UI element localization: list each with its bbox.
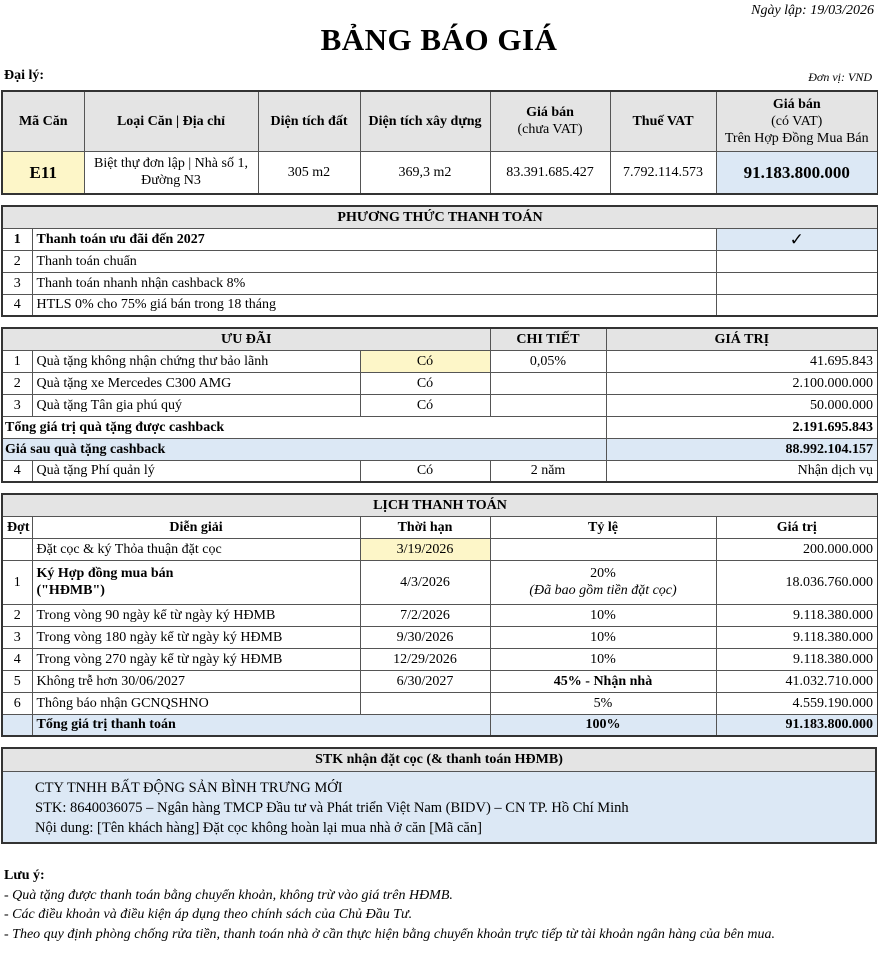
cashback-total-value: 2.191.695.843 (606, 416, 878, 438)
installment-rate-note: (Đã bao gồm tiền đặt cọc) (529, 583, 677, 598)
installment-amount: 9.118.380.000 (716, 648, 878, 670)
incentive-option[interactable]: Có (360, 460, 490, 482)
vat-amount: 7.792.114.573 (610, 151, 716, 194)
incentive-name: Quà tặng Phí quản lý (32, 460, 360, 482)
col-total-sub: (có VAT) (771, 113, 823, 129)
unit-code: E11 (2, 151, 84, 194)
incentive-detail: 2 năm (490, 460, 606, 482)
incentive-no: 4 (2, 460, 32, 482)
method-no: 2 (2, 250, 32, 272)
price-after-cashback-label: Giá sau quà tặng cashback (2, 438, 606, 460)
incentive-value: 2.100.000.000 (606, 372, 878, 394)
incentive-no: 3 (2, 394, 32, 416)
cashback-total-label: Tổng giá trị quà tặng được cashback (2, 416, 606, 438)
installment-desc-line: ("HĐMB") (36, 583, 105, 598)
incentive-option[interactable]: Có (360, 350, 490, 372)
bank-details (2, 771, 876, 843)
incentive-detail: 0,05% (490, 350, 606, 372)
installment-desc: Thông báo nhận GCNQSHNO (32, 692, 360, 714)
col-detail: CHI TIẾT (490, 328, 606, 350)
unit-type: Biệt thự đơn lập | Nhà số 1, Đường N3 (84, 151, 258, 194)
col-value: GIÁ TRỊ (606, 328, 878, 350)
installment-desc-line: Ký Hợp đồng mua bán (36, 566, 174, 581)
incentive-name: Quà tặng Tân gia phú quý (32, 394, 360, 416)
installment-rate: 10% (490, 626, 716, 648)
incentive-detail (490, 372, 606, 394)
installment-desc: Trong vòng 270 ngày kể từ ngày ký HĐMB (32, 648, 360, 670)
installment-desc (32, 560, 360, 604)
col-description: Diễn giải (32, 516, 360, 538)
price-incl-vat: 91.183.800.000 (716, 151, 878, 194)
installment-rate: 10% (490, 648, 716, 670)
installment-due: 12/29/2026 (360, 648, 490, 670)
installment-amount: 4.559.190.000 (716, 692, 878, 714)
note-line: - Theo quy định phòng chống rửa tiền, thanh toán nhà ở cần thực hiện bằng chuyển khoản trực tiếp từ tài khoản ngân hàng của bên mua. (4, 926, 775, 942)
installment-rate (490, 560, 716, 604)
installment-amount: 9.118.380.000 (716, 604, 878, 626)
method-no: 3 (2, 272, 32, 294)
notes (4, 866, 775, 944)
incentive-value: Nhận dịch vụ (606, 460, 878, 482)
installment-amount: 200.000.000 (716, 538, 878, 560)
col-vat: Thuế VAT (610, 91, 716, 151)
schedule-total-label: Tổng giá trị thanh toán (32, 714, 490, 736)
installment-no: 6 (2, 692, 32, 714)
col-total-title: Giá bán (772, 96, 821, 112)
col-price-incl-vat (716, 91, 878, 151)
schedule-title: LỊCH THANH TOÁN (2, 494, 878, 516)
bank-company: CTY TNHH BẤT ĐỘNG SẢN BÌNH TRƯNG MỚI (35, 779, 343, 796)
method-label: HTLS 0% cho 75% giá bán trong 18 tháng (32, 294, 716, 316)
col-unit-code: Mã Căn (2, 91, 84, 151)
land-area: 305 m2 (258, 151, 360, 194)
page-title: BẢNG BÁO GIÁ (320, 22, 558, 57)
installment-amount: 18.036.760.000 (716, 560, 878, 604)
notes-title: Lưu ý: (4, 868, 45, 883)
selected-check-icon[interactable]: ✓ (716, 228, 878, 250)
installment-no: 4 (2, 648, 32, 670)
method-label: Thanh toán nhanh nhận cashback 8% (32, 272, 716, 294)
bank-account[interactable]: STK: 8640036075 – Ngân hàng TMCP Đầu tư và Phát triển Việt Nam (BIDV) – CN TP. Hồ Chí Minh (35, 799, 629, 816)
installment-rate: 5% (490, 692, 716, 714)
method-select-cell[interactable] (716, 250, 878, 272)
col-price-excl-vat (490, 91, 610, 151)
price-after-cashback-value: 88.992.104.157 (606, 438, 878, 460)
incentive-detail (490, 394, 606, 416)
col-build-area: Diện tích xây dựng (360, 91, 490, 151)
incentive-option[interactable]: Có (360, 372, 490, 394)
payment-methods-title: PHƯƠNG THỨC THANH TOÁN (2, 206, 878, 228)
installment-amount: 41.032.710.000 (716, 670, 878, 692)
installment-due[interactable]: 3/19/2026 (360, 538, 490, 560)
installment-no: 2 (2, 604, 32, 626)
col-price-title: Giá bán (526, 105, 574, 121)
method-label: Thanh toán chuẩn (32, 250, 716, 272)
installment-no (2, 538, 32, 560)
incentive-name: Quà tặng xe Mercedes C300 AMG (32, 372, 360, 394)
installment-no: 5 (2, 670, 32, 692)
installment-rate-value: 20% (590, 566, 616, 581)
bank-info-table (1, 747, 877, 844)
col-unit-type: Loại Căn | Địa chỉ (84, 91, 258, 151)
incentive-no: 1 (2, 350, 32, 372)
installment-no: 1 (2, 560, 32, 604)
installment-due (360, 692, 490, 714)
col-due-date: Thời hạn (360, 516, 490, 538)
schedule-total-rate: 100% (490, 714, 716, 736)
method-label: Thanh toán ưu đãi đến 2027 (32, 228, 716, 250)
schedule-total-amount: 91.183.800.000 (716, 714, 878, 736)
installment-no: 3 (2, 626, 32, 648)
method-no: 1 (2, 228, 32, 250)
incentive-value: 50.000.000 (606, 394, 878, 416)
installment-due: 4/3/2026 (360, 560, 490, 604)
installment-rate (490, 538, 716, 560)
method-select-cell[interactable] (716, 272, 878, 294)
incentive-name: Quà tặng không nhận chứng thư bảo lãnh (32, 350, 360, 372)
installment-desc: Trong vòng 180 ngày kể từ ngày ký HĐMB (32, 626, 360, 648)
installment-rate: 10% (490, 604, 716, 626)
method-no: 4 (2, 294, 32, 316)
installment-due: 6/30/2027 (360, 670, 490, 692)
schedule-total-blank (2, 714, 32, 736)
col-land-area: Diện tích đất (258, 91, 360, 151)
col-amount: Giá trị (716, 516, 878, 538)
payment-schedule-table (1, 493, 878, 737)
agent-label: Đại lý: (4, 68, 45, 83)
note-line: - Các điều khoản và điều kiện áp dụng theo chính sách của Chủ Đầu Tư. (4, 907, 413, 922)
note-line: - Quà tặng được thanh toán bằng chuyển khoản, không trừ vào giá trên HĐMB. (4, 887, 453, 903)
incentive-option[interactable]: Có (360, 394, 490, 416)
price-excl-vat: 83.391.685.427 (490, 151, 610, 194)
installment-due: 7/2/2026 (360, 604, 490, 626)
unit-info-table (1, 90, 878, 195)
quote-date: Ngày lập: 19/03/2026 (751, 3, 874, 18)
installment-amount: 9.118.380.000 (716, 626, 878, 648)
bank-title: STK nhận đặt cọc (& thanh toán HĐMB) (2, 748, 876, 771)
incentive-no: 2 (2, 372, 32, 394)
bank-transfer-content: Nội dung: [Tên khách hàng] Đặt cọc không hoàn lại mua nhà ở căn [Mã căn] (35, 819, 482, 836)
build-area: 369,3 m2 (360, 151, 490, 194)
col-rate: Tỷ lệ (490, 516, 716, 538)
col-price-sub: (chưa VAT) (517, 122, 583, 138)
installment-due: 9/30/2026 (360, 626, 490, 648)
method-select-cell[interactable] (716, 294, 878, 316)
incentives-table (1, 327, 878, 483)
currency-unit: Đơn vị: VND (808, 70, 872, 84)
installment-desc: Trong vòng 90 ngày kể từ ngày ký HĐMB (32, 604, 360, 626)
col-incentive: ƯU ĐÃI (2, 328, 490, 350)
col-installment: Đợt (2, 516, 32, 538)
col-total-sub2: Trên Hợp Đồng Mua Bán (724, 130, 869, 146)
incentive-value: 41.695.843 (606, 350, 878, 372)
installment-rate: 45% - Nhận nhà (490, 670, 716, 692)
installment-desc: Không trễ hơn 30/06/2027 (32, 670, 360, 692)
payment-methods-table (1, 205, 878, 317)
installment-desc: Đặt cọc & ký Thỏa thuận đặt cọc (32, 538, 360, 560)
